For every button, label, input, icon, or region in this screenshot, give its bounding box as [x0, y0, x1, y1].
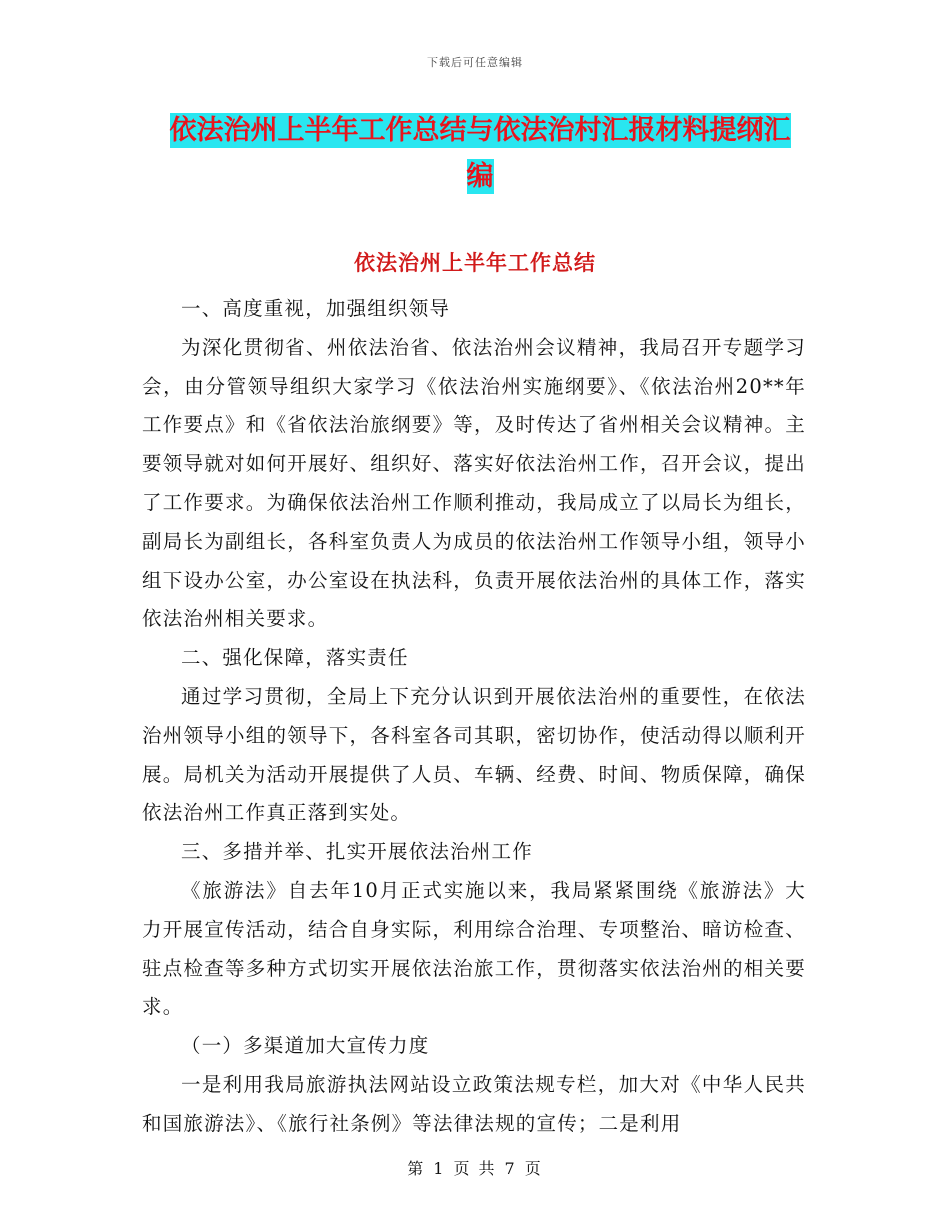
heading-3: 三、多措并举、扎实开展依法治州工作 [181, 840, 533, 864]
paragraph-3: 《旅游法》自去年10月正式实施以来，我局紧紧围绕《旅游法》大力开展宣传活动，结合自身实际，利用综合治理、专项整治、暗访检查、驻点检查等多种方式切实开展依法治旅工作，贯彻落实依法治州的相关要求。 [142, 878, 806, 1019]
footer-middle: 页 共 [453, 1159, 497, 1178]
section-title: 依法治州上半年工作总结 [354, 251, 596, 275]
paragraph-4: 一是利用我局旅游执法网站设立政策法规专栏，加大对《中华人民共和国旅游法》、《旅行社条例》等法律法规的宣传；二是利用 [142, 1072, 806, 1135]
paragraph-2: 通过学习贯彻，全局上下充分认识到开展依法治州的重要性，在依法治州领导小组的领导下，各科室各司其职，密切协作，使活动得以顺利开展。局机关为活动开展提供了人员、车辆、经费、时间、物质保障，确保依法治州工作真正落到实处。 [142, 684, 806, 825]
document-title [140, 108, 820, 200]
page-footer [0, 1156, 950, 1179]
paragraph-1: 为深化贯彻省、州依法治省、依法治州会议精神，我局召开专题学习会，由分管领导组织大家学习《依法治州实施纲要》、《依法治州20**年工作要点》和《省依法治旅纲要》等，及时传达了省州相关会议精神。主要领导就对如何开展好、组织好、落实好依法治州工作，召开会议，提出了工作要求。为确保依法治州工作顺利推动，我局成立了以局长为组长，副局长为副组长，各科室负责人为成员的依法治州工作领导小组，领导小组下设办公室，办公室设在执法科，负责开展依法治州的具体工作，落实依法治州相关要求。 [142, 335, 806, 631]
document-body [142, 290, 806, 1144]
document-title-line1: 依法治州上半年工作总结与依法治村汇报材料提纲汇 [169, 115, 791, 146]
heading-1: 一、高度重视，加强组织领导 [181, 297, 451, 320]
header-note: 下载后可任意编辑 [427, 56, 523, 69]
subheading-1: （一）多渠道加大宣传力度 [181, 1034, 430, 1058]
total-pages: 7 [504, 1159, 517, 1178]
document-title-line2: 编 [466, 161, 494, 192]
footer-prefix: 第 [407, 1159, 426, 1178]
heading-2: 二、强化保障，落实责任 [181, 646, 409, 670]
footer-suffix: 页 [524, 1159, 543, 1178]
page-number: 1 [433, 1159, 446, 1178]
